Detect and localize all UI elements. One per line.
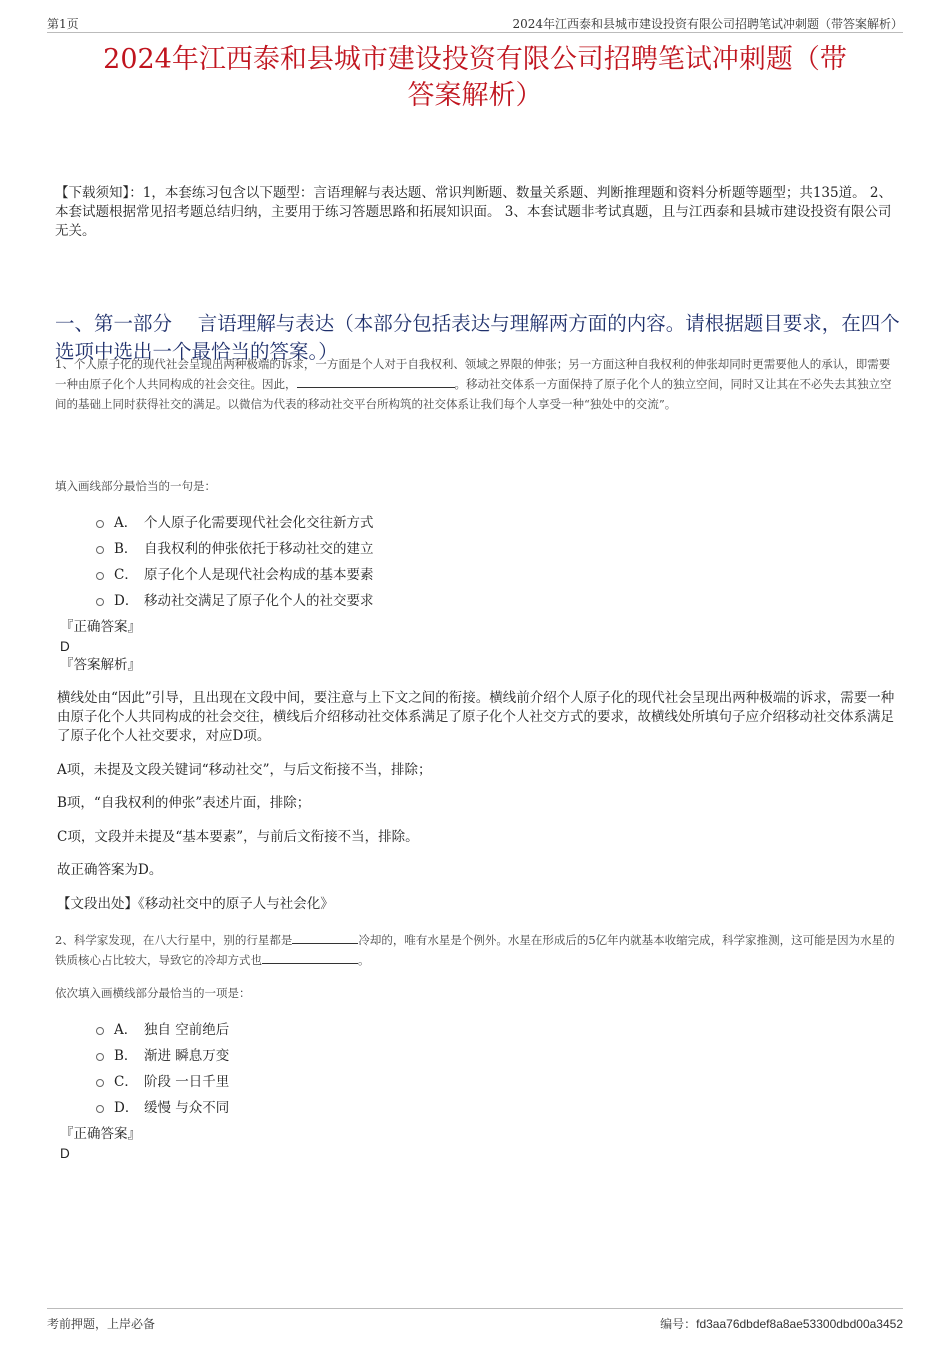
answer-label: 『正确答案』 <box>60 619 141 635</box>
radio-icon[interactable] <box>96 598 104 606</box>
question-2-blank-2 <box>262 951 358 964</box>
question-1-text <box>55 354 900 414</box>
option-letter: D． <box>114 593 139 609</box>
option-text: 缓慢 与众不同 <box>144 1100 230 1116</box>
page-header <box>47 12 903 33</box>
footer-code <box>660 1315 903 1332</box>
answer-label: 『正确答案』 <box>60 1126 141 1142</box>
header-doc-title: 2024年江西泰和县城市建设投资有限公司招聘笔试冲刺题（带答案解析） <box>512 17 903 31</box>
radio-icon[interactable] <box>96 546 104 554</box>
question-1-text-after: 。移动社交体系一方面保持了原子化个人的独立空间，同时又让其在不必失去其独立空间的基础上同时获得社交的满足。以微信为代表的移动社交平台所构筑的社交体系让我们每个人享受一种“独处中的交流”。 <box>55 377 892 411</box>
question-1-answer-block <box>60 618 141 675</box>
option-text: 阶段 一日千里 <box>144 1074 230 1090</box>
question-2-blank-1 <box>292 931 358 944</box>
question-2-text <box>55 930 900 970</box>
question-2-text-part1: 2、科学家发现，在八大行星中，别的行星都是 <box>55 933 293 947</box>
document-title <box>40 42 910 114</box>
radio-icon[interactable] <box>96 572 104 580</box>
answer-value: D <box>60 1146 70 1161</box>
question-1-analysis: 横线处由“因此”引导，且出现在文段中间，要注意与上下文之间的衔接。横线前介绍个人原子化的现代社会呈现出两种极端的诉求，需要一种由原子化个人共同构成的社会交往，横线后介绍移动社交体系满足了原子化个人社交方式的要求，故横线处所填句子应介绍移动社交体系满足了原子化个人社交要求，对应D项。 <box>57 690 895 744</box>
section-title: 一、第一部分 言语理解与表达（本部分包括表达与理解两方面的内容。请根据题目要求，在四个选项中选出一个最恰当的答案。） <box>55 312 900 363</box>
option-letter: A． <box>114 515 138 531</box>
radio-icon[interactable] <box>96 1079 104 1087</box>
question-1-text-before: 1、个人原子化的现代社会呈现出两种极端的诉求，一方面是个人对于自我权利、领域之界限的伸张；另一方面这种自我权利的伸张却同时更需要他人的承认，即需要一种由原子化个人共同构成的社会交往。因此， <box>55 357 891 391</box>
analysis-label: 『答案解析』 <box>60 657 141 673</box>
option-letter: C． <box>114 1074 138 1090</box>
question-1-source: 【文段出处】《移动社交中的原子人与社会化》 <box>57 896 334 912</box>
option-text: 自我权利的伸张依托于移动社交的建立 <box>144 541 374 557</box>
question-2-option-a[interactable] <box>96 1015 229 1041</box>
question-1-option-c[interactable] <box>96 560 374 586</box>
question-2-option-b[interactable] <box>96 1041 229 1067</box>
download-notice: 【下载须知】：1，本套练习包含以下题型：言语理解与表达题、常识判断题、数量关系题、判断推理题和资料分析题等题型；共135道。 2、本套试题根据常见招考题总结归纳，主要用于练习答题思路和拓展知识面。 3、本套试题非考试真题，且与江西泰和县城市建设投资有限公司无关。 <box>55 185 892 239</box>
title-line-1: 2024年江西泰和县城市建设投资有限公司招聘笔试冲刺题（带 <box>103 44 847 75</box>
question-2-option-c[interactable] <box>96 1067 229 1093</box>
question-2-text-part3: 。 <box>358 953 370 967</box>
question-1-prompt: 填入画线部分最恰当的一句是： <box>55 479 216 493</box>
question-2-answer-block <box>60 1125 141 1163</box>
radio-icon[interactable] <box>96 1105 104 1113</box>
question-1-blank <box>297 375 455 388</box>
radio-icon[interactable] <box>96 1053 104 1061</box>
option-letter: C． <box>114 567 138 583</box>
radio-icon[interactable] <box>96 520 104 528</box>
title-line-2: 答案解析） <box>407 80 543 111</box>
footer-code-label: 编号： <box>660 1317 697 1331</box>
option-text: 独自 空前绝后 <box>144 1022 230 1038</box>
question-1-note-c: C项，文段并未提及“基本要素”，与前后文衔接不当，排除。 <box>57 829 419 845</box>
question-1-note-b: B项，“自我权利的伸张”表述片面，排除； <box>57 795 311 811</box>
option-letter: B． <box>114 541 138 557</box>
page-footer <box>47 1308 903 1333</box>
footer-slogan: 考前押题，上岸必备 <box>47 1317 156 1331</box>
option-letter: A． <box>114 1022 138 1038</box>
option-text: 移动社交满足了原子化个人的社交要求 <box>144 593 374 609</box>
question-1-options <box>96 508 374 612</box>
question-2-option-d[interactable] <box>96 1093 229 1119</box>
page-number: 第1页 <box>47 17 79 31</box>
question-2-text-part2: 冷却的，唯有水星是个例外。水星在形成后的5亿年内就基本收缩完成，科学家推测，这可能是因为水星的铁质核心占比较大，导致它的冷却方式也 <box>55 933 895 967</box>
question-2-prompt: 依次填入画横线部分最恰当的一项是： <box>55 986 251 1000</box>
footer-code-value: fd3aa76dbdef8a8ae53300dbd00a3452 <box>696 1317 903 1331</box>
option-text: 个人原子化需要现代社会化交往新方式 <box>144 515 374 531</box>
question-2-options <box>96 1015 229 1119</box>
radio-icon[interactable] <box>96 1027 104 1035</box>
question-1-option-d[interactable] <box>96 586 374 612</box>
question-1-conclusion: 故正确答案为D。 <box>57 862 163 878</box>
question-1-note-a: A项，未提及文段关键词“移动社交”，与后文衔接不当，排除； <box>57 762 432 778</box>
answer-value: D <box>60 639 70 654</box>
option-text: 渐进 瞬息万变 <box>144 1048 230 1064</box>
question-1-option-b[interactable] <box>96 534 374 560</box>
option-text: 原子化个人是现代社会构成的基本要素 <box>144 567 374 583</box>
question-1-option-a[interactable] <box>96 508 374 534</box>
option-letter: B． <box>114 1048 138 1064</box>
option-letter: D． <box>114 1100 139 1116</box>
